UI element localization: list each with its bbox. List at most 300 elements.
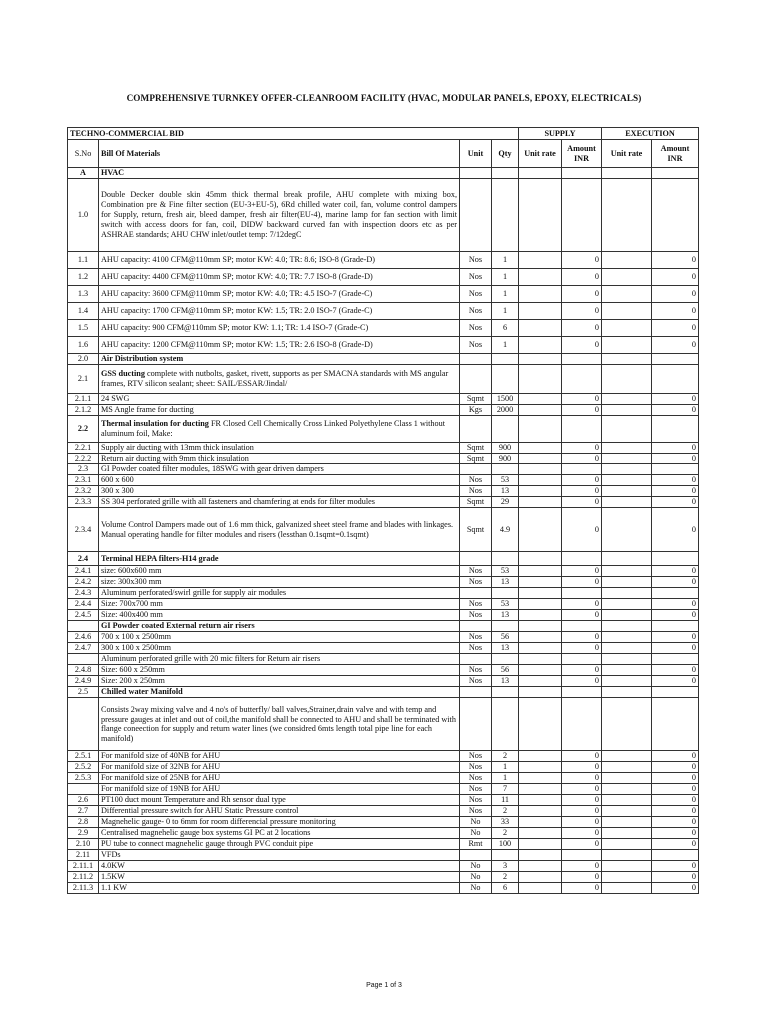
row-qty [492, 698, 519, 751]
row-supply-unit-rate [519, 179, 562, 252]
row-qty: 1500 [492, 394, 519, 405]
row-description: Size: 400x400 mm [99, 610, 460, 621]
row-execution-unit-rate [602, 883, 652, 894]
row-execution-amount: 0 [652, 643, 699, 654]
row-supply-amount [562, 354, 602, 365]
row-execution-unit-rate [602, 751, 652, 762]
row-qty [492, 168, 519, 179]
row-supply-unit-rate [519, 415, 562, 442]
row-execution-unit-rate [602, 269, 652, 286]
row-description: PT100 duct mount Temperature and Rh sensor dual type [99, 795, 460, 806]
row-qty: 1 [492, 762, 519, 773]
row-qty: 13 [492, 676, 519, 687]
row-sno: A [68, 168, 99, 179]
table-row [68, 762, 699, 773]
table-row [68, 269, 699, 286]
row-sno: 2.4.6 [68, 632, 99, 643]
supply-amount-header: Amount INR [562, 140, 602, 168]
row-sno [68, 654, 99, 665]
row-execution-amount [652, 365, 699, 394]
row-execution-amount: 0 [652, 486, 699, 497]
row-description: Double Decker double skin 45mm thick thermal break profile, AHU complete with mixing box, Combination pre & Fine filter section (EU-3+EU-5), 6Rd chilled water coil, fan, volume control dampers for Supply, return, fresh air, bleed damper, fresh air filter(EU-4), marine lamp for fan section with limit switch with access doors for fan, coil, DIDW backward curved fan with inspection doors etc as per ASHRAE standards; AHU CHW inlet/outlet temp: 7/12degC [99, 179, 460, 252]
row-execution-unit-rate [602, 168, 652, 179]
row-description: 700 x 100 x 2500mm [99, 632, 460, 643]
row-supply-unit-rate [519, 354, 562, 365]
row-unit: Sqmt [460, 394, 492, 405]
row-unit: Nos [460, 269, 492, 286]
row-execution-unit-rate [602, 508, 652, 552]
row-supply-amount: 0 [562, 442, 602, 453]
row-unit [460, 588, 492, 599]
row-sno: 2.3.4 [68, 508, 99, 552]
row-unit: No [460, 817, 492, 828]
bid-label: TECHNO-COMMERCIAL BID [68, 128, 519, 140]
row-unit [460, 687, 492, 698]
row-unit: Nos [460, 252, 492, 269]
row-description: Size: 200 x 250mm [99, 676, 460, 687]
row-execution-amount: 0 [652, 762, 699, 773]
row-supply-unit-rate [519, 861, 562, 872]
row-supply-unit-rate [519, 610, 562, 621]
row-sno: 2.4.8 [68, 665, 99, 676]
row-execution-amount: 0 [652, 676, 699, 687]
row-sno: 2.5.1 [68, 751, 99, 762]
row-supply-amount: 0 [562, 632, 602, 643]
row-execution-amount: 0 [652, 665, 699, 676]
table-row [68, 828, 699, 839]
row-supply-amount: 0 [562, 394, 602, 405]
row-description: Volume Control Dampers made out of 1.6 mm thick, galvanized sheet steel frame and blades with linkages. Manual operating handle for filter modules and risers (lessthan 0.1sqmt=0.1sqmt) [99, 508, 460, 552]
supply-header: SUPPLY [519, 128, 602, 140]
row-supply-unit-rate [519, 654, 562, 665]
row-description: Magnehelic gauge- 0 to 6mm for room differencial pressure monitoring [99, 817, 460, 828]
row-description: AHU capacity: 1200 CFM@110mm SP; motor KW: 1.5; TR: 2.6 ISO-8 (Grade-D) [99, 337, 460, 354]
row-supply-unit-rate [519, 599, 562, 610]
row-execution-amount [652, 179, 699, 252]
row-execution-unit-rate [602, 795, 652, 806]
row-qty: 1 [492, 252, 519, 269]
row-execution-amount: 0 [652, 632, 699, 643]
row-unit: Nos [460, 286, 492, 303]
row-execution-amount: 0 [652, 577, 699, 588]
table-row [68, 415, 699, 442]
row-supply-unit-rate [519, 806, 562, 817]
row-execution-unit-rate [602, 337, 652, 354]
row-supply-unit-rate [519, 394, 562, 405]
row-qty [492, 654, 519, 665]
table-row [68, 354, 699, 365]
row-description: For manifold size of 32NB for AHU [99, 762, 460, 773]
row-sno: 2.11.2 [68, 872, 99, 883]
row-supply-unit-rate [519, 817, 562, 828]
row-supply-amount: 0 [562, 566, 602, 577]
row-supply-amount [562, 168, 602, 179]
row-execution-unit-rate [602, 394, 652, 405]
row-description: AHU capacity: 3600 CFM@110mm SP; motor KW: 4.0; TR: 4.5 ISO-7 (Grade-C) [99, 286, 460, 303]
row-execution-unit-rate [602, 552, 652, 566]
row-execution-amount: 0 [652, 599, 699, 610]
row-qty: 3 [492, 861, 519, 872]
row-unit [460, 365, 492, 394]
row-description: PU tube to connect magnehelic gauge through PVC conduit pipe [99, 839, 460, 850]
row-qty: 56 [492, 632, 519, 643]
row-qty: 2 [492, 872, 519, 883]
row-qty: 56 [492, 665, 519, 676]
row-sno: 2.3.3 [68, 497, 99, 508]
row-unit: Nos [460, 577, 492, 588]
row-description: SS 304 perforated grille with all fasteners and chamfering at ends for filter modules [99, 497, 460, 508]
row-execution-unit-rate [602, 698, 652, 751]
row-description-lead: GSS ducting [101, 369, 145, 379]
table-row [68, 442, 699, 453]
row-unit: Nos [460, 610, 492, 621]
row-sno [68, 784, 99, 795]
row-sno: 2.11.3 [68, 883, 99, 894]
row-supply-amount: 0 [562, 508, 602, 552]
table-row [68, 654, 699, 665]
row-execution-amount: 0 [652, 872, 699, 883]
row-unit [460, 168, 492, 179]
row-sno: 2.2.1 [68, 442, 99, 453]
row-execution-amount: 0 [652, 610, 699, 621]
table-row [68, 676, 699, 687]
bid-header-row [68, 128, 699, 140]
row-execution-unit-rate [602, 817, 652, 828]
row-sno: 1.2 [68, 269, 99, 286]
table-row [68, 566, 699, 577]
row-supply-amount: 0 [562, 577, 602, 588]
row-execution-amount: 0 [652, 773, 699, 784]
row-supply-amount: 0 [562, 404, 602, 415]
execution-header: EXECUTION [602, 128, 699, 140]
table-row [68, 610, 699, 621]
row-description-text: complete with nutbolts, gasket, rivett, supports as per SMACNA standards with MS angular frames, RTV silicon sealant; sheet: SAIL/ESSAR/Jindal/ [101, 369, 449, 388]
row-execution-unit-rate [602, 404, 652, 415]
row-supply-unit-rate [519, 486, 562, 497]
row-supply-unit-rate [519, 337, 562, 354]
row-qty: 900 [492, 453, 519, 464]
row-description: Aluminum perforated/swirl grille for supply air modules [99, 588, 460, 599]
row-description: Chilled water Manifold [99, 687, 460, 698]
row-execution-unit-rate [602, 861, 652, 872]
table-row [68, 179, 699, 252]
row-execution-amount: 0 [652, 566, 699, 577]
row-supply-amount: 0 [562, 872, 602, 883]
row-supply-unit-rate [519, 252, 562, 269]
row-supply-amount: 0 [562, 773, 602, 784]
row-unit: Nos [460, 751, 492, 762]
row-sno: 2.1.1 [68, 394, 99, 405]
table-row [68, 168, 699, 179]
row-supply-unit-rate [519, 665, 562, 676]
row-supply-amount: 0 [562, 337, 602, 354]
execution-amount-header: Amount INR [652, 140, 699, 168]
table-row [68, 577, 699, 588]
row-execution-amount: 0 [652, 795, 699, 806]
row-execution-amount [652, 588, 699, 599]
supply-unit-rate-header: Unit rate [519, 140, 562, 168]
row-supply-unit-rate [519, 773, 562, 784]
row-supply-amount [562, 179, 602, 252]
row-supply-unit-rate [519, 828, 562, 839]
row-execution-amount [652, 654, 699, 665]
row-unit: Nos [460, 320, 492, 337]
row-supply-unit-rate [519, 621, 562, 632]
row-sno: 2.8 [68, 817, 99, 828]
row-qty [492, 354, 519, 365]
row-description: 4.0KW [99, 861, 460, 872]
row-unit: Nos [460, 643, 492, 654]
row-execution-unit-rate [602, 762, 652, 773]
row-description: 600 x 600 [99, 475, 460, 486]
row-execution-unit-rate [602, 486, 652, 497]
row-qty: 53 [492, 475, 519, 486]
row-supply-unit-rate [519, 762, 562, 773]
table-row [68, 850, 699, 861]
row-supply-amount: 0 [562, 861, 602, 872]
row-sno: 1.3 [68, 286, 99, 303]
row-supply-unit-rate [519, 839, 562, 850]
row-execution-amount: 0 [652, 252, 699, 269]
row-supply-amount: 0 [562, 486, 602, 497]
table-row [68, 303, 699, 320]
row-description: For manifold size of 19NB for AHU [99, 784, 460, 795]
row-supply-unit-rate [519, 552, 562, 566]
row-description: AHU capacity: 1700 CFM@110mm SP; motor KW: 1.5; TR: 2.0 ISO-7 (Grade-C) [99, 303, 460, 320]
row-unit [460, 354, 492, 365]
row-unit [460, 850, 492, 861]
row-sno: 2.1 [68, 365, 99, 394]
row-execution-amount: 0 [652, 404, 699, 415]
row-supply-unit-rate [519, 464, 562, 475]
row-supply-amount: 0 [562, 643, 602, 654]
row-description: size: 300x300 mm [99, 577, 460, 588]
row-description: Size: 700x700 mm [99, 599, 460, 610]
row-supply-amount: 0 [562, 599, 602, 610]
row-sno: 2.5.3 [68, 773, 99, 784]
row-execution-unit-rate [602, 665, 652, 676]
qty-header: Qty [492, 140, 519, 168]
row-execution-unit-rate [602, 839, 652, 850]
row-execution-unit-rate [602, 784, 652, 795]
table-row [68, 751, 699, 762]
table-row [68, 773, 699, 784]
row-execution-unit-rate [602, 687, 652, 698]
row-supply-unit-rate [519, 453, 562, 464]
row-sno [68, 621, 99, 632]
row-sno: 2.4.9 [68, 676, 99, 687]
row-execution-unit-rate [602, 475, 652, 486]
row-supply-amount [562, 588, 602, 599]
table-row [68, 861, 699, 872]
row-execution-amount: 0 [652, 394, 699, 405]
row-sno: 1.6 [68, 337, 99, 354]
row-supply-amount [562, 850, 602, 861]
row-description: Centralised magnehelic gauge box systems GI PC at 2 locations [99, 828, 460, 839]
row-execution-amount [652, 850, 699, 861]
row-supply-unit-rate [519, 168, 562, 179]
table-row [68, 883, 699, 894]
row-unit [460, 552, 492, 566]
row-supply-amount: 0 [562, 806, 602, 817]
table-row [68, 508, 699, 552]
row-execution-unit-rate [602, 566, 652, 577]
table-row [68, 665, 699, 676]
row-supply-unit-rate [519, 508, 562, 552]
row-unit: Nos [460, 676, 492, 687]
row-sno: 2.4.1 [68, 566, 99, 577]
row-execution-unit-rate [602, 442, 652, 453]
row-execution-amount [652, 464, 699, 475]
row-supply-amount: 0 [562, 610, 602, 621]
row-supply-unit-rate [519, 588, 562, 599]
table-row [68, 839, 699, 850]
row-description: Terminal HEPA filters-H14 grade [99, 552, 460, 566]
row-qty: 29 [492, 497, 519, 508]
row-unit [460, 179, 492, 252]
row-sno: 2.2.2 [68, 453, 99, 464]
row-supply-amount [562, 698, 602, 751]
table-row [68, 552, 699, 566]
table-row [68, 687, 699, 698]
row-unit [460, 698, 492, 751]
row-sno: 2.4.3 [68, 588, 99, 599]
row-sno: 2.6 [68, 795, 99, 806]
row-unit [460, 415, 492, 442]
row-supply-amount: 0 [562, 252, 602, 269]
row-sno: 1.1 [68, 252, 99, 269]
row-qty [492, 687, 519, 698]
row-execution-unit-rate [602, 252, 652, 269]
row-execution-unit-rate [602, 621, 652, 632]
row-supply-unit-rate [519, 577, 562, 588]
row-supply-unit-rate [519, 850, 562, 861]
row-execution-amount: 0 [652, 828, 699, 839]
row-supply-amount [562, 464, 602, 475]
row-qty: 1 [492, 286, 519, 303]
row-description: Supply air ducting with 13mm thick insulation [99, 442, 460, 453]
row-sno: 2.4.5 [68, 610, 99, 621]
row-unit: Nos [460, 486, 492, 497]
row-qty: 33 [492, 817, 519, 828]
row-execution-amount: 0 [652, 806, 699, 817]
row-supply-amount [562, 415, 602, 442]
table-row [68, 486, 699, 497]
row-execution-unit-rate [602, 415, 652, 442]
row-description: For manifold size of 25NB for AHU [99, 773, 460, 784]
row-supply-unit-rate [519, 676, 562, 687]
row-sno: 2.5.2 [68, 762, 99, 773]
row-supply-unit-rate [519, 303, 562, 320]
table-row [68, 394, 699, 405]
row-execution-amount [652, 552, 699, 566]
row-execution-amount: 0 [652, 269, 699, 286]
row-unit: Nos [460, 762, 492, 773]
row-qty [492, 179, 519, 252]
row-sno: 2.2 [68, 415, 99, 442]
row-supply-amount: 0 [562, 828, 602, 839]
row-execution-amount [652, 168, 699, 179]
row-execution-unit-rate [602, 497, 652, 508]
row-execution-unit-rate [602, 577, 652, 588]
row-unit: Nos [460, 806, 492, 817]
row-description: 1.5KW [99, 872, 460, 883]
row-supply-amount: 0 [562, 817, 602, 828]
row-qty: 4.9 [492, 508, 519, 552]
row-sno: 2.3 [68, 464, 99, 475]
row-supply-unit-rate [519, 365, 562, 394]
row-sno: 2.3.2 [68, 486, 99, 497]
row-sno: 2.1.2 [68, 404, 99, 415]
row-qty: 53 [492, 566, 519, 577]
sno-header: S.No [68, 140, 99, 168]
row-supply-unit-rate [519, 698, 562, 751]
row-qty [492, 850, 519, 861]
page-footer: Page 1 of 3 [366, 982, 402, 989]
row-description: Consists 2way mixing valve and 4 no's of butterfly/ ball valves,Strainer,drain valve and with temp and pressure gauges at inlet and out of coil,the manifold shall be connected to AHU and shall be terminated with flange coneection for supply and return water lines (we considred 6mts length total pipe line for each manifold) [99, 698, 460, 751]
row-unit: Nos [460, 337, 492, 354]
row-execution-unit-rate [602, 303, 652, 320]
table-row [68, 795, 699, 806]
row-qty: 1 [492, 269, 519, 286]
table-row [68, 872, 699, 883]
row-execution-amount [652, 415, 699, 442]
row-qty: 1 [492, 773, 519, 784]
row-supply-unit-rate [519, 286, 562, 303]
row-supply-unit-rate [519, 475, 562, 486]
row-qty: 7 [492, 784, 519, 795]
row-supply-amount: 0 [562, 269, 602, 286]
bom-header: Bill Of Materials [99, 140, 460, 168]
row-execution-amount [652, 354, 699, 365]
row-unit: Sqmt [460, 442, 492, 453]
row-sno: 2.4 [68, 552, 99, 566]
row-sno: 1.0 [68, 179, 99, 252]
row-supply-amount: 0 [562, 676, 602, 687]
row-qty [492, 588, 519, 599]
row-sno: 2.9 [68, 828, 99, 839]
row-supply-unit-rate [519, 643, 562, 654]
row-qty: 53 [492, 599, 519, 610]
row-supply-amount: 0 [562, 751, 602, 762]
row-sno: 2.0 [68, 354, 99, 365]
row-description: Aluminum perforated grille with 20 mic filters for Return air risers [99, 654, 460, 665]
row-supply-unit-rate [519, 442, 562, 453]
row-description: For manifold size of 40NB for AHU [99, 751, 460, 762]
row-execution-unit-rate [602, 828, 652, 839]
row-description: GI Powder coated filter modules, 18SWG with gear driven dampers [99, 464, 460, 475]
row-unit: Sqmt [460, 453, 492, 464]
row-supply-amount [562, 687, 602, 698]
row-qty: 900 [492, 442, 519, 453]
row-sno: 2.4.4 [68, 599, 99, 610]
row-qty: 2 [492, 751, 519, 762]
row-description: 300 x 100 x 2500mm [99, 643, 460, 654]
row-supply-unit-rate [519, 566, 562, 577]
row-description: 300 x 300 [99, 486, 460, 497]
row-execution-unit-rate [602, 632, 652, 643]
row-sno: 2.3.1 [68, 475, 99, 486]
row-description: Differential pressure switch for AHU Static Pressure control [99, 806, 460, 817]
table-row [68, 464, 699, 475]
table-row [68, 252, 699, 269]
table-row [68, 599, 699, 610]
unit-header: Unit [460, 140, 492, 168]
row-supply-amount: 0 [562, 320, 602, 337]
row-qty: 13 [492, 577, 519, 588]
row-unit: No [460, 872, 492, 883]
row-unit: Nos [460, 665, 492, 676]
